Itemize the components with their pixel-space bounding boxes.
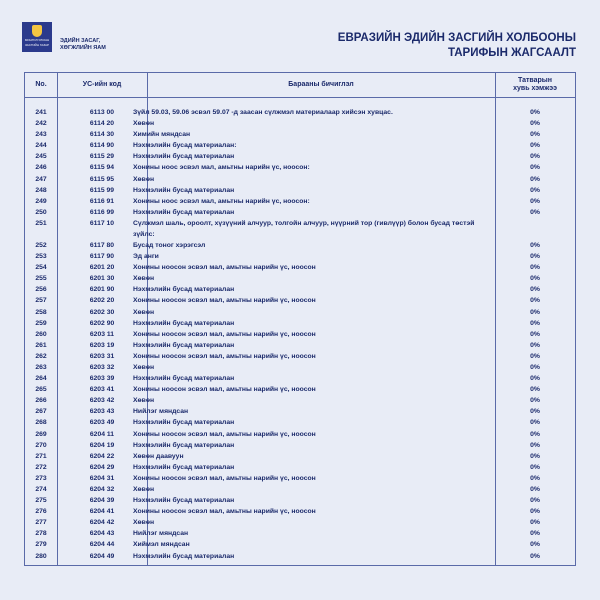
tariff-rate: 0%: [530, 463, 540, 471]
product-description: Нэхмэлийн бусад материалан: [133, 186, 235, 194]
table-row: [25, 384, 575, 395]
tariff-rate: 0%: [530, 363, 540, 371]
row-number: 265: [35, 386, 47, 394]
hs-code: 6115 95: [89, 175, 115, 183]
row-number: 268: [35, 419, 47, 427]
hs-code: 6116 99: [89, 208, 115, 216]
row-number: 247: [35, 175, 47, 183]
product-description: Хонины ноос эсвэл мал, амьтны нарийн үс, ноосон:: [133, 164, 310, 172]
product-description: Хонины ноос эсвэл мал, амьтны нарийн үс, ноосон:: [133, 197, 310, 205]
tariff-rate: 0%: [530, 186, 540, 194]
table-row: [25, 162, 575, 173]
row-number: 259: [35, 319, 47, 327]
row-number: 249: [35, 197, 47, 205]
hs-code: 6204 29: [89, 463, 115, 471]
hs-code: 6116 91: [89, 197, 115, 205]
product-description: Бусад тоног хэрэгсэл: [133, 241, 206, 249]
ministry-name: [60, 38, 106, 52]
row-number: 254: [35, 264, 47, 272]
tariff-rate: 0%: [530, 120, 540, 128]
table-row: [25, 517, 575, 528]
product-description: Нэхмэлийн бусад материалан:: [133, 142, 237, 150]
product-description: Хөвөн: [133, 397, 155, 405]
table-row: [25, 373, 575, 384]
tariff-rate: 0%: [530, 375, 540, 383]
row-number: 278: [35, 530, 47, 538]
hs-code: 6201 30: [89, 275, 115, 283]
hs-code: 6115 94: [89, 164, 115, 172]
product-description: Нийлэг мяндсан: [133, 408, 189, 416]
tariff-rate: 0%: [530, 175, 540, 183]
tariff-rate: 0%: [530, 319, 540, 327]
row-number: 274: [35, 486, 47, 493]
table-row: [25, 395, 575, 406]
tariff-rate: 0%: [530, 386, 540, 394]
hs-code: 6203 49: [89, 419, 115, 427]
table-row: [25, 307, 575, 318]
table-row: [25, 140, 575, 151]
row-number: 242: [35, 120, 47, 128]
tariff-rate: 0%: [530, 474, 540, 482]
tariff-rate: 0%: [530, 264, 540, 272]
hs-code: 6117 10: [89, 219, 115, 227]
tariff-rate: 0%: [530, 253, 540, 261]
product-description: Нэхмэлийн бусад материалан: [133, 286, 235, 294]
table-body: [25, 107, 575, 562]
column-header-code: УС-ийн код: [82, 81, 122, 88]
table-row: [25, 273, 575, 284]
product-description: Хонины ноосон эсвэл мал, амьтны нарийн үс, ноосон: [133, 264, 316, 272]
table-row: [25, 340, 575, 351]
table-header: [25, 73, 575, 98]
row-number: 275: [35, 497, 47, 505]
table-row: [25, 185, 575, 196]
product-description: Хонины ноосон эсвэл мал, амьтны нарийн үс, ноосон: [133, 352, 316, 360]
table-row: [25, 406, 575, 417]
row-number: 256: [35, 286, 47, 294]
row-number: 263: [35, 363, 47, 371]
tariff-rate: 0%: [530, 541, 540, 549]
rate-header-line-2: хувь хэмжээ: [513, 85, 557, 92]
product-description: Нэхмэлийн бусад материалан: [133, 497, 235, 505]
row-number: 253: [35, 253, 47, 261]
hs-code: 6201 20: [89, 264, 115, 272]
tariff-rate: 0%: [530, 486, 540, 493]
tariff-rate: 0%: [530, 408, 540, 416]
tariff-rate: 0%: [530, 153, 540, 161]
product-description: Сүлжмэл шаль, ороолт, хүзүүний алчуур, толгойн алчуур, нүүрний тор (гивлүүр) болон бусад төстэй зүйлс:: [133, 219, 475, 238]
product-description: Хөвөн даавуун: [133, 452, 184, 460]
hs-code: 6204 19: [89, 441, 115, 449]
row-number: 267: [35, 408, 47, 416]
row-number: 250: [35, 208, 47, 216]
tariff-rate: 0%: [530, 430, 540, 438]
hs-code: 6204 43: [89, 530, 115, 538]
row-number: 270: [35, 441, 47, 449]
row-number: 245: [35, 153, 47, 161]
product-description: Зүйл 59.03, 59.06 эсвэл 59.07 -д заасан сүлжмэл материалаар хийсэн хувцас.: [133, 109, 393, 116]
tariff-rate: 0%: [530, 330, 540, 338]
tariff-rate: 0%: [530, 341, 540, 349]
table-row: [25, 495, 575, 506]
soyombo-icon: [32, 25, 42, 37]
table-row: [25, 129, 575, 140]
table-row: [25, 151, 575, 162]
title-line-1: ЕВРАЗИЙН ЭДИЙН ЗАСГИЙН ХОЛБООНЫ: [337, 32, 576, 44]
row-number: 272: [35, 463, 47, 471]
tariff-rate: 0%: [530, 109, 540, 116]
emblem-caption-2: ЗАСГИЙН ГАЗАР: [24, 43, 50, 47]
tariff-rate: 0%: [530, 397, 540, 405]
row-number: 261: [35, 341, 47, 349]
product-description: Хөвөн: [133, 275, 155, 283]
tariff-rate: 0%: [530, 275, 540, 283]
product-description: Нийлэг мяндсан: [133, 530, 189, 538]
table-row: [25, 329, 575, 340]
product-description: Химийн мяндсан: [133, 131, 191, 139]
table-row: [25, 528, 575, 539]
row-number: 271: [35, 452, 47, 460]
tariff-rate: 0%: [530, 197, 540, 205]
row-number: 264: [35, 375, 47, 383]
table-row: [25, 240, 575, 251]
product-description: Эд анги: [133, 253, 159, 261]
table-row: [25, 462, 575, 473]
table-row: [25, 551, 575, 562]
hs-code: 6114 30: [89, 131, 115, 139]
product-description: Хонины ноосон эсвэл мал, амьтны нарийн үс, ноосон: [133, 330, 316, 338]
row-number: 255: [35, 275, 47, 283]
hs-code: 6115 99: [89, 186, 115, 194]
table-row: [25, 207, 575, 218]
hs-code: 6204 11: [89, 430, 115, 438]
table-row: [25, 539, 575, 550]
product-description: Хонины ноосон эсвэл мал, амьтны нарийн үс, ноосон: [133, 386, 316, 394]
hs-code: 6204 39: [89, 497, 115, 505]
tariff-rate: 0%: [530, 164, 540, 172]
table-row: [25, 284, 575, 295]
emblem-caption-1: МОНГОЛ УЛСЫН: [24, 38, 50, 42]
tariff-rate: 0%: [530, 530, 540, 538]
hs-code: 6203 19: [89, 341, 115, 349]
tariff-rate: 0%: [530, 131, 540, 139]
hs-code: 6204 41: [89, 508, 115, 516]
table-row: [25, 218, 575, 240]
hs-code: 6117 90: [89, 253, 115, 261]
row-number: 243: [35, 131, 47, 139]
tariff-rate: 0%: [530, 419, 540, 427]
product-description: Нэхмэлийн бусад материалан: [133, 341, 235, 349]
product-description: Хонины ноосон эсвэл мал, амьтны нарийн үс, ноосон: [133, 297, 316, 305]
row-number: 244: [35, 142, 47, 150]
hs-code: 6203 31: [89, 352, 115, 360]
tariff-rate: 0%: [530, 142, 540, 150]
table-row: [25, 295, 575, 306]
table-row: [25, 440, 575, 451]
product-description: Нэхмэлийн бусад материалан: [133, 319, 235, 327]
row-number: 262: [35, 352, 47, 360]
hs-code: 6203 11: [89, 330, 115, 338]
tariff-rate: 0%: [530, 552, 540, 560]
table-row: [25, 107, 575, 118]
hs-code: 6204 44: [89, 541, 115, 549]
row-number: 279: [35, 541, 47, 549]
hs-code: 6202 90: [89, 319, 115, 327]
product-description: Хөвөн: [133, 519, 155, 527]
row-number: 252: [35, 241, 47, 249]
product-description: Хөвөн: [133, 175, 155, 183]
table-row: [25, 473, 575, 484]
hs-code: 6204 22: [89, 452, 115, 460]
product-description: Нэхмэлийн бусад материалан: [133, 419, 235, 427]
table-row: [25, 351, 575, 362]
table-row: [25, 506, 575, 517]
hs-code: 6202 30: [89, 308, 115, 316]
row-number: 257: [35, 297, 47, 305]
hs-code: 6203 39: [89, 375, 115, 383]
product-description: Хөвөн: [133, 308, 155, 316]
product-description: Нэхмэлийн бусад материалан: [133, 208, 235, 216]
hs-code: 6203 43: [89, 408, 115, 416]
row-number: 269: [35, 430, 47, 438]
tariff-rate: 0%: [530, 208, 540, 216]
hs-code: 6203 32: [89, 363, 115, 371]
row-number: 246: [35, 164, 47, 172]
table-row: [25, 196, 575, 207]
product-description: Хөвөн: [133, 363, 155, 371]
tariff-rate: 0%: [530, 508, 540, 516]
row-number: 280: [35, 552, 47, 560]
row-number: 277: [35, 519, 47, 527]
tariff-rate: 0%: [530, 286, 540, 294]
hs-code: 6115 29: [89, 153, 115, 161]
row-number: 251: [35, 219, 47, 227]
hs-code: 6204 32: [89, 486, 115, 493]
product-description: Хиймэл мяндсан: [133, 541, 190, 549]
product-description: Нэхмэлийн бусад материалан: [133, 375, 235, 383]
tariff-rate: 0%: [530, 308, 540, 316]
hs-code: 6201 90: [89, 286, 115, 294]
table-row: [25, 417, 575, 428]
page-header: [0, 0, 600, 72]
product-description: Хонины ноосон эсвэл мал, амьтны нарийн үс, ноосон: [133, 474, 316, 482]
page-title: [338, 31, 576, 61]
tariff-rate: 0%: [530, 519, 540, 527]
ministry-line-1: ЭДИЙН ЗАСАГ,: [60, 38, 101, 44]
tariff-rate: 0%: [530, 297, 540, 305]
rate-header-line-1: Татварын: [517, 77, 552, 84]
tariff-rate: 0%: [530, 452, 540, 460]
column-header-no: No.: [35, 81, 47, 88]
row-number: 276: [35, 508, 47, 516]
row-number: 248: [35, 186, 47, 194]
product-description: Хөвөн: [133, 486, 155, 493]
table-row: [25, 174, 575, 185]
product-description: Нэхмэлийн бусад материалан: [133, 441, 235, 449]
hs-code: 6117 80: [89, 241, 115, 249]
tariff-rate: 0%: [530, 352, 540, 360]
ministry-line-2: ХӨГЖЛИЙН ЯАМ: [60, 45, 106, 51]
title-line-2: ТАРИФЫН ЖАГСААЛТ: [447, 47, 576, 59]
hs-code: 6114 90: [89, 142, 115, 150]
hs-code: 6204 49: [89, 552, 115, 560]
table-row: [25, 429, 575, 440]
tariff-rate: 0%: [530, 241, 540, 249]
tariff-rate: 0%: [530, 441, 540, 449]
product-description: Нэхмэлийн бусад материалан: [133, 552, 235, 560]
table-row: [25, 484, 575, 495]
hs-code: 6113 00: [89, 109, 115, 116]
hs-code: 6204 42: [89, 519, 115, 527]
row-number: 258: [35, 308, 47, 316]
product-description: Хонины ноосон эсвэл мал, амьтны нарийн үс, ноосон: [133, 508, 316, 516]
row-number: 273: [35, 474, 47, 482]
column-header-rate: [495, 73, 575, 97]
row-number: 241: [35, 109, 47, 116]
table-row: [25, 362, 575, 373]
hs-code: 6203 42: [89, 397, 115, 405]
hs-code: 6202 20: [89, 297, 115, 305]
tariff-table: [24, 72, 576, 566]
product-description: Нэхмэлийн бусад материалан: [133, 153, 235, 161]
product-description: Хөвөн: [133, 120, 155, 128]
hs-code: 6114 20: [89, 120, 115, 128]
product-description: Нэхмэлийн бусад материалан: [133, 463, 235, 471]
table-row: [25, 451, 575, 462]
tariff-rate: 0%: [530, 497, 540, 505]
row-number: 260: [35, 330, 47, 338]
hs-code: 6203 41: [89, 386, 115, 394]
table-row: [25, 251, 575, 262]
column-header-description: Барааны бичиглэл: [288, 81, 354, 88]
hs-code: 6204 31: [89, 474, 115, 482]
table-row: [25, 118, 575, 129]
table-row: [25, 318, 575, 329]
product-description: Хонины ноосон эсвэл мал, амьтны нарийн үс, ноосон: [133, 430, 316, 438]
row-number: 266: [35, 397, 47, 405]
table-row: [25, 262, 575, 273]
government-emblem-logo: [22, 22, 52, 52]
